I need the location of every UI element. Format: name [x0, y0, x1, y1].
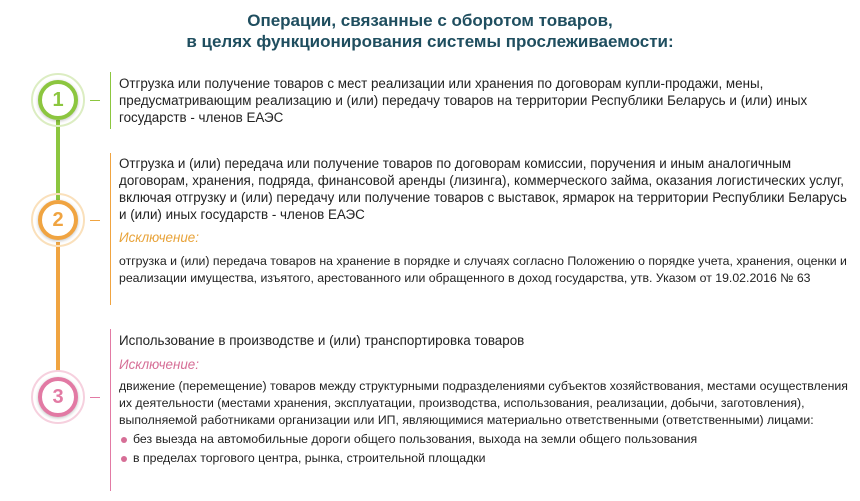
bullet-dot-icon	[121, 437, 127, 443]
step-3-exception-label: Исключение:	[119, 357, 199, 372]
step-2-content	[119, 155, 854, 287]
step-3-number: 3	[52, 385, 64, 408]
list-item	[119, 430, 854, 449]
step-3-content	[119, 332, 854, 468]
step-2-dash	[90, 220, 100, 221]
step-3-dash	[90, 397, 100, 398]
step-1-circle	[38, 80, 78, 120]
step-3-text: Использование в производстве и (или) транспортировка товаров	[119, 333, 525, 348]
step-1-content	[119, 75, 854, 126]
bullet-text: в пределах торгового центра, рынка, строительной площадки	[133, 451, 486, 465]
step-2-bar	[110, 153, 111, 305]
bullet-text: без выезда на автомобильные дороги общего пользования, выхода на земли общего пользования	[133, 432, 698, 446]
title-line-2: в целях функционирования системы прослеживаемости:	[186, 32, 674, 51]
list-item	[119, 449, 854, 468]
step-3-bullet-list	[119, 430, 854, 468]
step-3-circle	[38, 377, 78, 417]
step-2-exception-text: отгрузка и (или) передача товаров на хранение в порядке и случаях согласно Положению о порядке учета, хранения, оценки и реализации имущества, изъятого, арестованного или обращенного в доход государства, утв. Указом от 19.02.2016 № 63	[119, 254, 847, 285]
step-1-bar	[110, 72, 111, 129]
step-2-text: Отгрузка и (или) передача или получение товаров по договорам комиссии, поручения и иным аналогичным договорам, хранения, подряда, финансовой аренды (лизинга), коммерческого займа, оказания логистических услуг, включая отгрузку и (или) передачу или получение товаров с выставок, ярмарок на территории Республики Беларусь и (или) иных государств - членов ЕАЭС	[119, 156, 847, 222]
step-2-circle	[38, 200, 78, 240]
step-3-exception-text: движение (перемещение) товаров между структурными подразделениями субъектов хозяйствования, местами осуществления их деятельности (местами хранения, эксплуатации, производства, использования, реализации, добычи, заготовления), выполняемой работниками организации или ИП, являющимися материально ответственными (ответственными) лицами:	[119, 379, 848, 427]
bullet-dot-icon	[121, 456, 127, 462]
timeline-connector-orange	[56, 242, 60, 372]
step-1-number: 1	[52, 88, 64, 111]
step-2-exception-label: Исключение:	[119, 230, 199, 245]
step-1-dash	[90, 100, 100, 101]
step-1-text: Отгрузка или получение товаров с мест реализации или хранения по договорам купли-продажи, мены, предусматривающим реализацию и (или) передачу товаров на территории Республики Беларусь и (или) иных государств - членов ЕАЭС	[119, 76, 808, 125]
step-2-number: 2	[52, 208, 64, 231]
title-line-1: Операции, связанные с оборотом товаров,	[247, 11, 613, 30]
step-3-bar	[110, 329, 111, 491]
page-title	[0, 10, 860, 52]
timeline-connector-green	[56, 120, 60, 200]
